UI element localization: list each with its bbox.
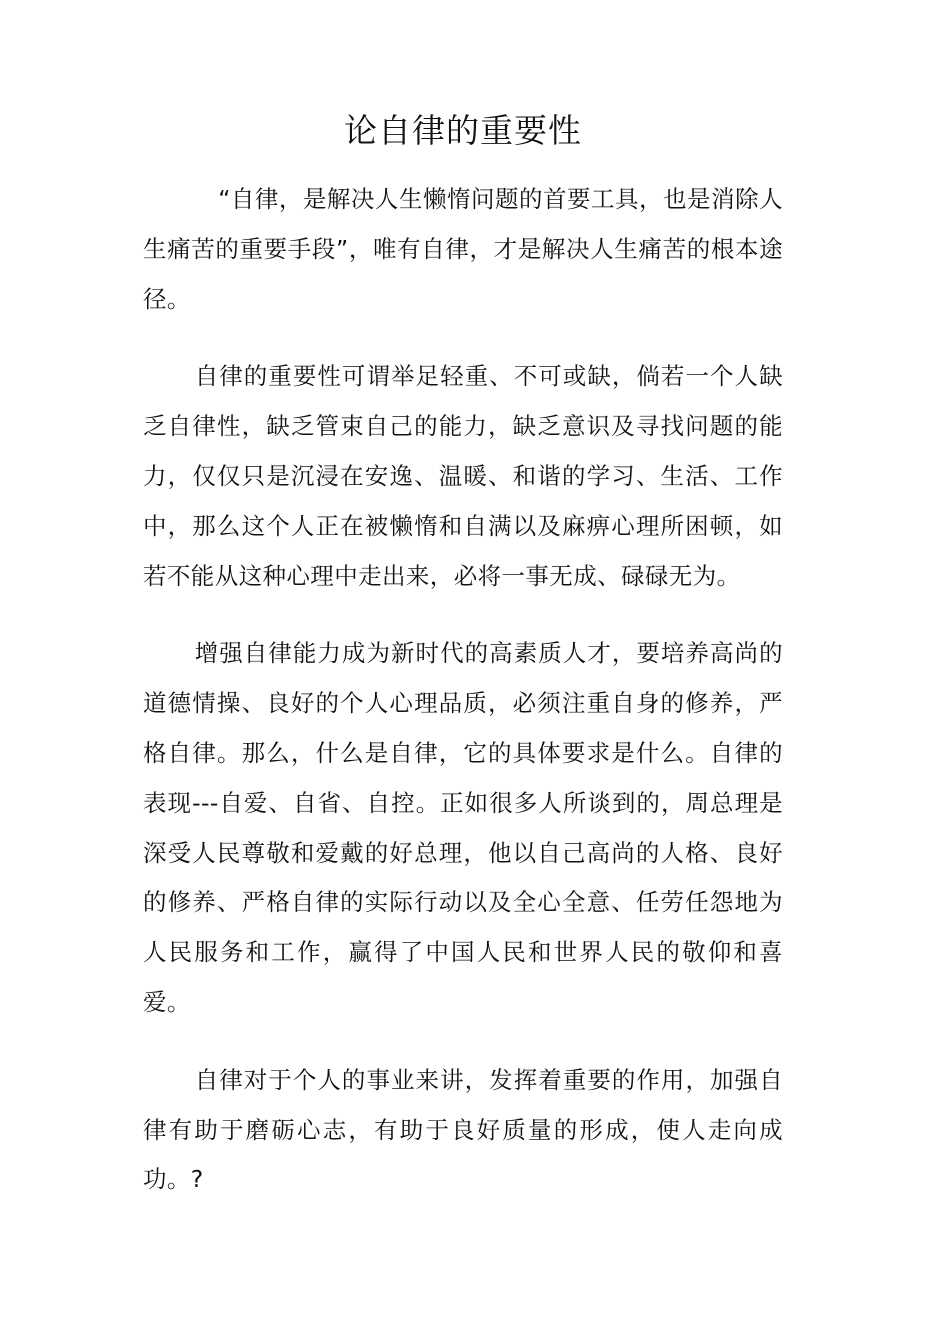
- paragraph-2: 自律的重要性可谓举足轻重、不可或缺，倘若一个人缺乏自律性，缺乏管束自己的能力，缺乏意识及寻找问题的能力，仅仅只是沉浸在安逸、温暖、和谐的学习、生活、工作中，那么这个人正在被懒惰和自满以及麻痹心理所困顿，如若不能从这种心理中走出来，必将一事无成、碌碌无为。: [143, 362, 783, 590]
- paragraph-3: 增强自律能力成为新时代的高素质人才，要培养高尚的道德情操、良好的个人心理品质，必须注重自身的修养，严格自律。那么，什么是自律，它的具体要求是什么。自律的表现---自爱、自省、自控。正如很多人所谈到的，周总理是深受人民尊敬和爱戴的好总理，他以自己高尚的人格、良好的修养、严格自律的实际行动以及全心全意、任劳任怨地为人民服务和工作，赢得了中国人民和世界人民的敬仰和喜爱。: [143, 639, 783, 1016]
- document-body: [143, 175, 783, 1231]
- paragraph-4: 自律对于个人的事业来讲，发挥着重要的作用，加强自律有助于磨砺心志，有助于良好质量的形成，使人走向成功。?: [143, 1065, 783, 1194]
- document-title: 论自律的重要性: [344, 111, 582, 150]
- paragraph-1: “自律，是解决人生懒惰问题的首要工具，也是消除人生痛苦的重要手段”，唯有自律，才是解决人生痛苦的根本途径。: [143, 185, 783, 313]
